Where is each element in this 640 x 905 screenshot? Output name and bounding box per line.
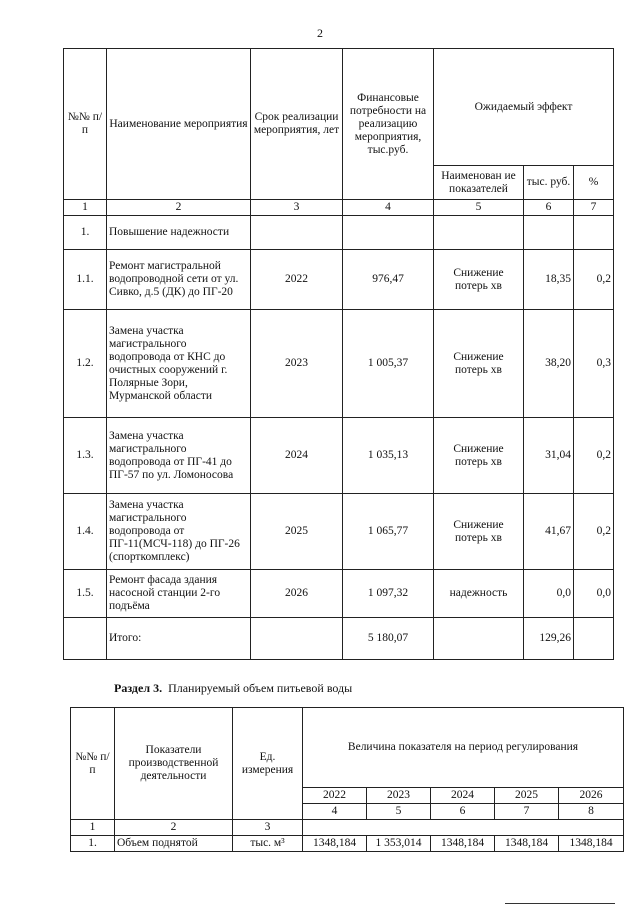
index-cell: 7	[574, 200, 614, 216]
row-value: 41,67	[524, 494, 574, 570]
row-name: Ремонт магистральной водопроводной сети от ул. Сивко, д.5 (ДК) до ПГ-20	[107, 250, 251, 310]
row-term	[251, 216, 343, 250]
row-finance	[343, 216, 434, 250]
row-name: Повышение надежности	[107, 216, 251, 250]
row-term: 2022	[251, 250, 343, 310]
row-term: 2024	[251, 418, 343, 494]
row-value: 38,20	[524, 310, 574, 418]
year-cell: 2023	[367, 788, 431, 804]
index-cell: 5	[434, 200, 524, 216]
header-thousand-rub: тыс. руб.	[524, 166, 574, 200]
total-value: 129,26	[524, 618, 574, 660]
row-finance: 1 035,13	[343, 418, 434, 494]
index-cell: 4	[303, 804, 367, 820]
header-term: Срок реализации мероприятия, лет	[251, 49, 343, 200]
index-cell: 3	[233, 820, 303, 836]
table-row	[71, 836, 624, 852]
row-value: 1348,184	[559, 836, 624, 852]
t2-header-unit: Ед. измерения	[233, 708, 303, 820]
t2-header-period: Величина показателя на период регулирования	[303, 708, 624, 788]
index-cell: 7	[495, 804, 559, 820]
header-effect: Ожидаемый эффект	[434, 49, 614, 166]
row-value	[524, 216, 574, 250]
index-cell: 1	[64, 200, 107, 216]
row-num: 1.1.	[64, 250, 107, 310]
row-name: Объем поднятой	[115, 836, 233, 852]
row-finance: 1 005,37	[343, 310, 434, 418]
total-label: Итого:	[107, 618, 251, 660]
year-cell: 2026	[559, 788, 624, 804]
row-percent: 0,2	[574, 250, 614, 310]
index-cell: 5	[367, 804, 431, 820]
table-row	[64, 570, 614, 618]
row-value: 1348,184	[303, 836, 367, 852]
t2-header-num: №№ п/п	[71, 708, 115, 820]
row-name: Замена участка магистрального водопровода от ПГ-11(МСЧ-118) до ПГ-26 (спорткомплекс)	[107, 494, 251, 570]
footer-line	[505, 903, 615, 904]
header-name: Наименование мероприятия	[107, 49, 251, 200]
row-finance: 976,47	[343, 250, 434, 310]
header-num: №№ п/п	[64, 49, 107, 200]
row-indicator: Снижение потерь хв	[434, 418, 524, 494]
row-term: 2026	[251, 570, 343, 618]
row-percent: 0,2	[574, 494, 614, 570]
row-value: 18,35	[524, 250, 574, 310]
row-value: 1 353,014	[367, 836, 431, 852]
index-cell: 6	[431, 804, 495, 820]
section-3-caption	[114, 681, 352, 696]
row-percent: 0,2	[574, 418, 614, 494]
header-indicator: Наименован ие показателей	[434, 166, 524, 200]
index-cell: 8	[559, 804, 624, 820]
row-unit: тыс. м³	[233, 836, 303, 852]
year-cell: 2024	[431, 788, 495, 804]
table-row	[64, 310, 614, 418]
row-percent: 0,0	[574, 570, 614, 618]
t2-index-row	[71, 820, 624, 836]
index-cell: 2	[115, 820, 233, 836]
row-indicator: Снижение потерь хв	[434, 250, 524, 310]
index-cell: 2	[107, 200, 251, 216]
index-cell: 4	[343, 200, 434, 216]
row-value: 1348,184	[431, 836, 495, 852]
index-cell: 3	[251, 200, 343, 216]
table-row	[64, 494, 614, 570]
row-num: 1.2.	[64, 310, 107, 418]
header-finance: Финансовые потребности на реализацию мероприятия, тыс.руб.	[343, 49, 434, 200]
row-percent: 0,3	[574, 310, 614, 418]
year-cell: 2025	[495, 788, 559, 804]
activities-table	[63, 48, 614, 660]
total-row	[64, 618, 614, 660]
row-term: 2023	[251, 310, 343, 418]
table-row	[64, 250, 614, 310]
section-3-title: Планируемый объем питьевой воды	[168, 681, 353, 695]
t2-header-indicator: Показатели производственной деятельности	[115, 708, 233, 820]
page-number: 2	[317, 26, 323, 40]
row-value: 1348,184	[495, 836, 559, 852]
row-num: 1.	[71, 836, 115, 852]
row-name: Ремонт фасада здания насосной станции 2-го подъёма	[107, 570, 251, 618]
row-finance: 1 065,77	[343, 494, 434, 570]
water-volume-table	[70, 707, 624, 852]
row-indicator: Снижение потерь хв	[434, 494, 524, 570]
row-indicator: Снижение потерь хв	[434, 310, 524, 418]
year-cell: 2022	[303, 788, 367, 804]
section-3-label: Раздел 3.	[114, 681, 163, 695]
row-name: Замена участка магистрального водопровода от ПГ-41 до ПГ-57 по ул. Ломоносова	[107, 418, 251, 494]
row-value: 31,04	[524, 418, 574, 494]
row-indicator	[434, 216, 524, 250]
row-num: 1.5.	[64, 570, 107, 618]
row-name: Замена участка магистрального водопровода от КНС до очистных сооружений г. Полярные Зори, Мурманской области	[107, 310, 251, 418]
index-cell: 1	[71, 820, 115, 836]
header-percent: %	[574, 166, 614, 200]
row-num: 1.3.	[64, 418, 107, 494]
row-num: 1.4.	[64, 494, 107, 570]
row-percent	[574, 216, 614, 250]
row-num: 1.	[64, 216, 107, 250]
index-row	[64, 200, 614, 216]
total-finance: 5 180,07	[343, 618, 434, 660]
row-indicator: надежность	[434, 570, 524, 618]
row-value: 0,0	[524, 570, 574, 618]
row-term: 2025	[251, 494, 343, 570]
table-row	[64, 418, 614, 494]
row-finance: 1 097,32	[343, 570, 434, 618]
table-row	[64, 216, 614, 250]
index-cell: 6	[524, 200, 574, 216]
